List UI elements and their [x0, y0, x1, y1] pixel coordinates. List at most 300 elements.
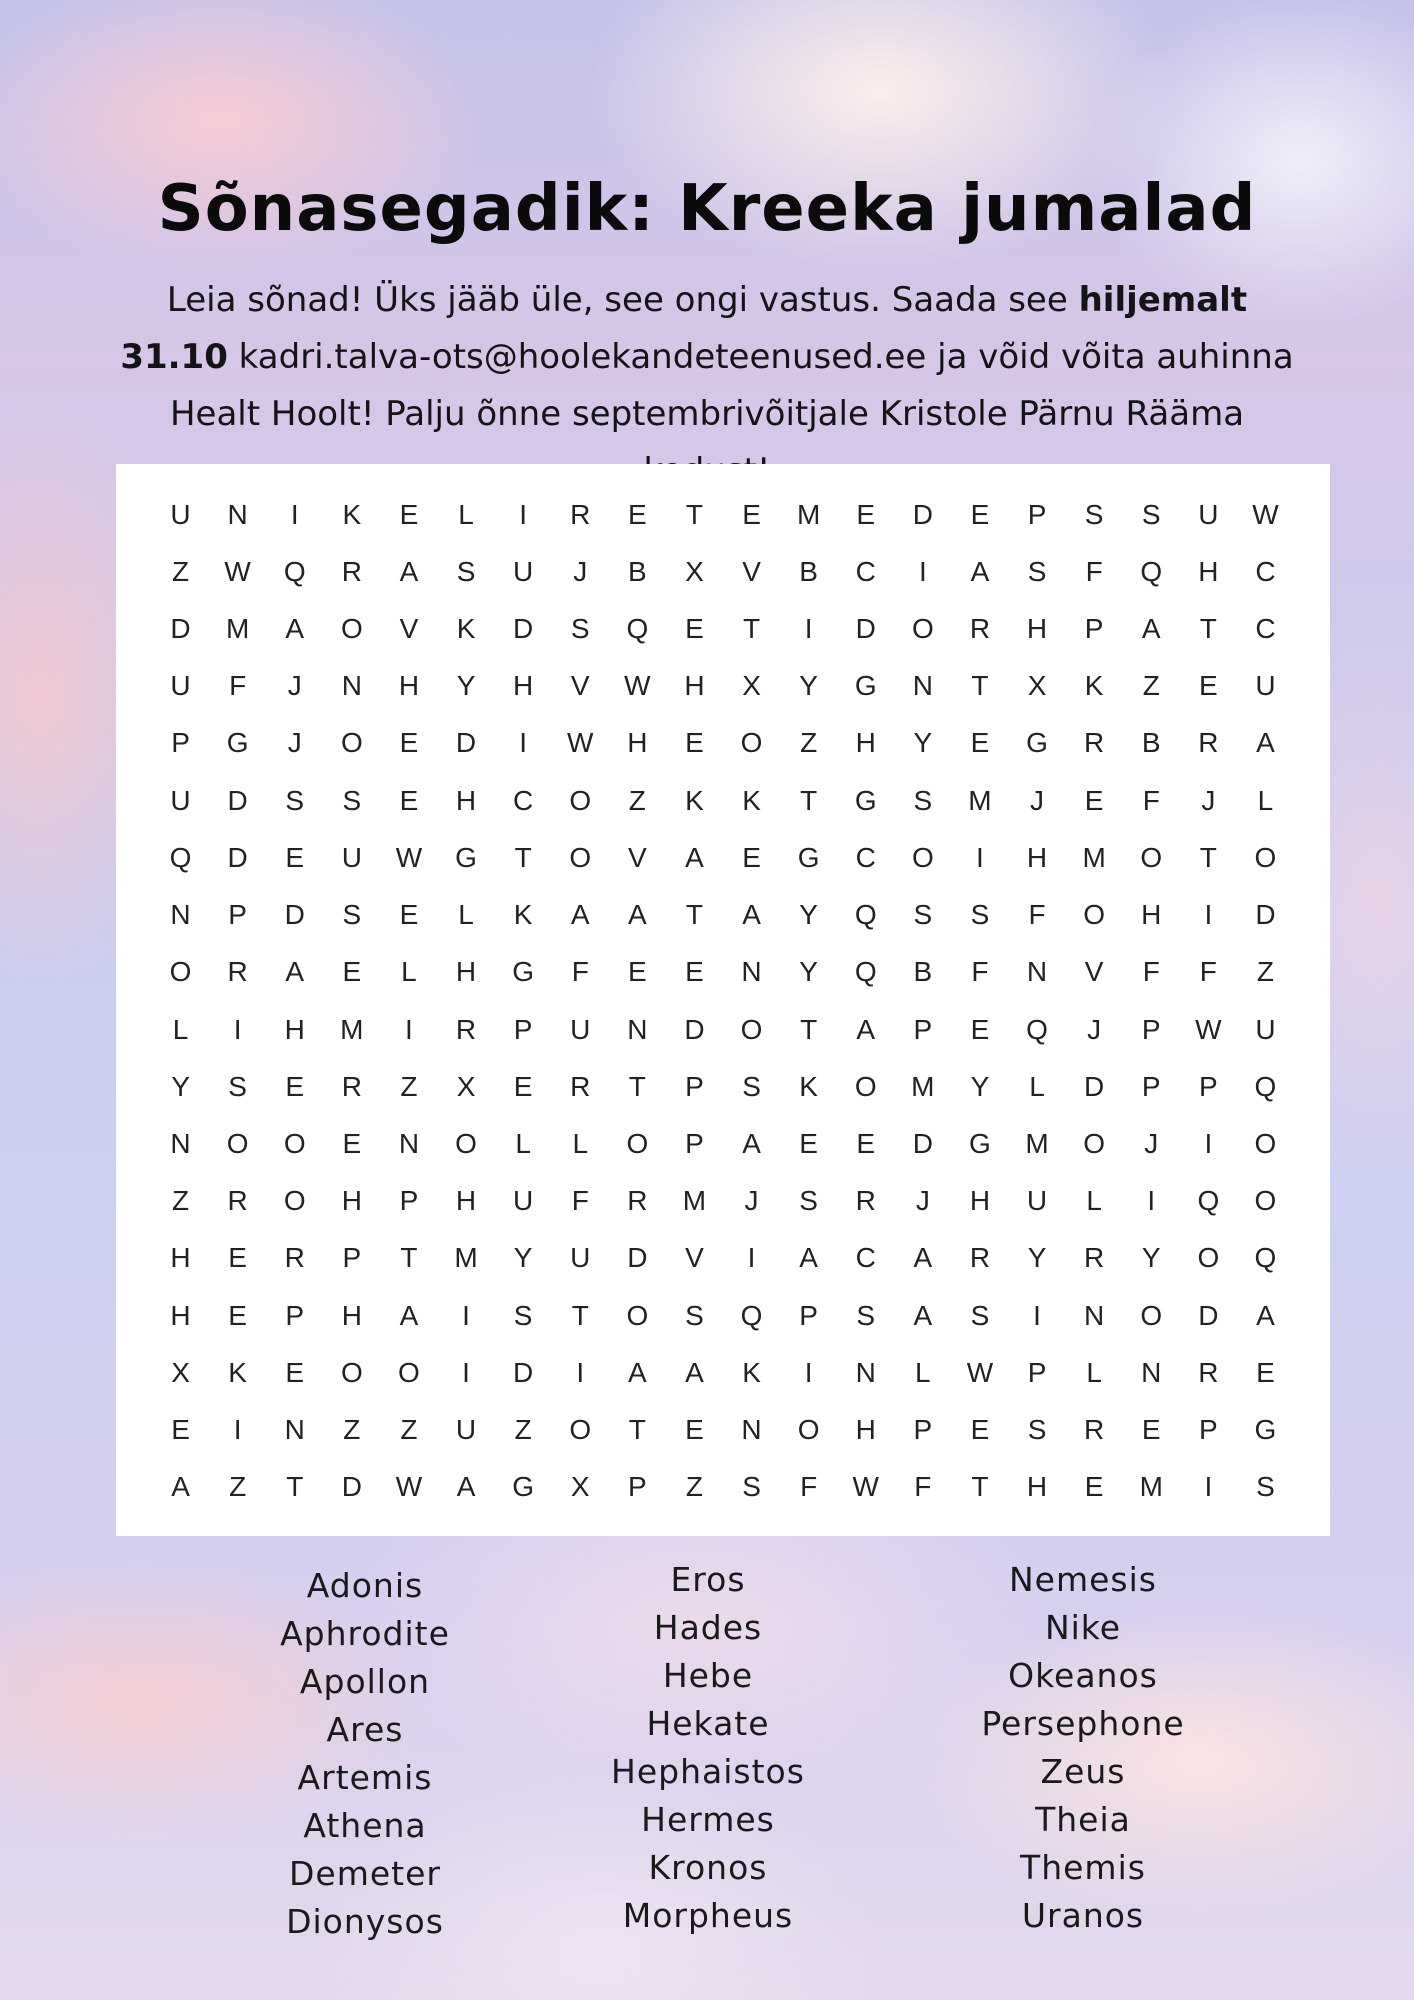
grid-letter[interactable]: T [742, 613, 761, 645]
grid-letter[interactable]: E [1256, 1356, 1275, 1388]
grid-letter[interactable]: E [970, 1414, 990, 1446]
grid-letter[interactable]: A [285, 956, 305, 988]
grid-letter[interactable]: P [171, 727, 190, 759]
grid-letter[interactable]: P [399, 1185, 419, 1217]
grid-letter[interactable]: L [915, 1356, 931, 1388]
grid-letter[interactable]: O [797, 1414, 820, 1446]
grid-letter[interactable]: A [1256, 727, 1275, 759]
grid-letter[interactable]: L [572, 1128, 589, 1160]
grid-letter[interactable]: P [342, 1242, 362, 1274]
grid-letter[interactable]: C [1255, 613, 1276, 645]
grid-letter[interactable]: O [569, 1414, 592, 1446]
grid-letter[interactable]: E [513, 1070, 533, 1102]
grid-letter[interactable]: H [1026, 841, 1048, 873]
grid-letter[interactable]: H [1026, 613, 1048, 645]
grid-letter[interactable]: V [742, 555, 761, 587]
grid-letter[interactable]: U [570, 1013, 591, 1045]
grid-letter[interactable]: D [1084, 1070, 1105, 1102]
grid-letter[interactable]: E [1084, 1471, 1104, 1503]
grid-letter[interactable]: D [227, 841, 248, 873]
grid-letter[interactable]: P [1199, 1070, 1218, 1102]
grid-letter[interactable]: H [855, 1414, 876, 1446]
grid-letter[interactable]: S [856, 1299, 876, 1331]
grid-letter[interactable]: A [628, 1356, 647, 1388]
grid-letter[interactable]: Q [1254, 1070, 1277, 1102]
grid-letter[interactable]: L [458, 899, 474, 931]
grid-letter[interactable]: I [804, 613, 813, 645]
grid-letter[interactable]: R [341, 1070, 362, 1102]
grid-letter[interactable]: G [226, 727, 249, 759]
grid-letter[interactable]: H [969, 1185, 991, 1217]
grid-letter[interactable]: T [685, 498, 703, 530]
grid-letter[interactable]: D [1255, 899, 1276, 931]
grid-letter[interactable]: U [570, 1242, 591, 1274]
grid-letter[interactable]: T [571, 1299, 589, 1331]
grid-letter[interactable]: Z [343, 1414, 361, 1446]
grid-letter[interactable]: S [456, 555, 476, 587]
grid-letter[interactable]: Z [800, 727, 818, 759]
grid-letter[interactable]: R [1198, 727, 1219, 759]
grid-letter[interactable]: A [913, 1299, 933, 1331]
grid-letter[interactable]: I [1204, 1471, 1213, 1503]
grid-letter[interactable]: D [341, 1471, 362, 1503]
grid-letter[interactable]: R [627, 1185, 648, 1217]
grid-letter[interactable]: O [398, 1356, 420, 1388]
grid-letter[interactable]: A [913, 1242, 933, 1274]
grid-letter[interactable]: E [285, 1070, 305, 1102]
grid-letter[interactable]: N [341, 670, 362, 702]
grid-letter[interactable]: A [570, 899, 590, 931]
grid-letter[interactable]: Q [1026, 1013, 1048, 1045]
grid-letter[interactable]: W [1252, 498, 1279, 530]
grid-letter[interactable]: N [741, 1414, 762, 1446]
grid-letter[interactable]: S [799, 1185, 818, 1217]
grid-letter[interactable]: L [1086, 1356, 1102, 1388]
grid-letter[interactable]: Q [854, 956, 877, 988]
grid-letter[interactable]: V [399, 613, 419, 645]
grid-letter[interactable]: C [855, 841, 876, 873]
grid-letter[interactable]: F [1199, 956, 1217, 988]
grid-letter[interactable]: R [969, 613, 991, 645]
grid-letter[interactable]: H [627, 727, 648, 759]
grid-letter[interactable]: T [1199, 613, 1217, 645]
grid-letter[interactable]: F [229, 670, 247, 702]
grid-letter[interactable]: L [515, 1128, 531, 1160]
grid-letter[interactable]: E [1199, 670, 1218, 702]
grid-letter[interactable]: W [395, 1471, 423, 1503]
grid-letter[interactable]: A [1141, 613, 1161, 645]
grid-letter[interactable]: M [225, 613, 250, 645]
grid-letter[interactable]: I [1204, 899, 1213, 931]
grid-letter[interactable]: X [685, 555, 704, 587]
grid-letter[interactable]: F [971, 956, 989, 988]
grid-letter[interactable]: A [628, 899, 647, 931]
grid-letter[interactable]: Q [169, 841, 192, 873]
grid-letter[interactable]: N [1141, 1356, 1162, 1388]
grid-letter[interactable]: U [341, 841, 362, 873]
grid-letter[interactable]: E [685, 1414, 704, 1446]
grid-letter[interactable]: A [171, 1471, 190, 1503]
grid-letter[interactable]: A [456, 1471, 476, 1503]
grid-letter[interactable]: K [456, 613, 476, 645]
grid-letter[interactable]: W [567, 727, 594, 759]
grid-letter[interactable]: V [570, 670, 590, 702]
grid-letter[interactable]: R [284, 1242, 305, 1274]
grid-letter[interactable]: E [628, 498, 647, 530]
grid-letter[interactable]: O [340, 613, 363, 645]
grid-letter[interactable]: H [513, 670, 534, 702]
grid-letter[interactable]: O [1140, 841, 1163, 873]
grid-letter[interactable]: Z [1256, 956, 1274, 988]
grid-letter[interactable]: S [1027, 555, 1047, 587]
grid-letter[interactable]: D [284, 899, 305, 931]
grid-letter[interactable]: D [627, 1242, 648, 1274]
grid-letter[interactable]: L [172, 1013, 189, 1045]
grid-letter[interactable]: K [685, 784, 704, 816]
grid-letter[interactable]: T [286, 1471, 304, 1503]
grid-letter[interactable]: T [1199, 841, 1217, 873]
grid-letter[interactable]: A [399, 555, 419, 587]
grid-letter[interactable]: I [519, 498, 528, 530]
grid-letter[interactable]: Y [1027, 1242, 1047, 1274]
grid-letter[interactable]: D [912, 498, 933, 530]
grid-letter[interactable]: P [913, 1013, 933, 1045]
grid-letter[interactable]: X [742, 670, 761, 702]
grid-letter[interactable]: X [171, 1356, 190, 1388]
grid-letter[interactable]: F [571, 956, 589, 988]
grid-letter[interactable]: I [747, 1242, 756, 1274]
grid-letter[interactable]: O [740, 727, 763, 759]
grid-letter[interactable]: Z [171, 1185, 190, 1217]
grid-letter[interactable]: O [1140, 1299, 1163, 1331]
grid-letter[interactable]: E [1141, 1414, 1161, 1446]
grid-letter[interactable]: D [855, 613, 876, 645]
grid-letter[interactable]: N [741, 956, 762, 988]
grid-letter[interactable]: A [742, 1128, 761, 1160]
grid-letter[interactable]: Y [799, 899, 818, 931]
grid-letter[interactable]: N [170, 899, 191, 931]
grid-letter[interactable]: R [455, 1013, 477, 1045]
grid-letter[interactable]: I [519, 727, 528, 759]
grid-letter[interactable]: Z [400, 1414, 418, 1446]
grid-letter[interactable]: O [569, 784, 592, 816]
grid-letter[interactable]: U [513, 1185, 534, 1217]
grid-letter[interactable]: W [624, 670, 651, 702]
grid-letter[interactable]: I [804, 1356, 813, 1388]
grid-letter[interactable]: O [1254, 1128, 1277, 1160]
grid-letter[interactable]: S [1084, 498, 1104, 530]
grid-letter[interactable]: P [1084, 613, 1104, 645]
grid-letter[interactable]: Q [626, 613, 649, 645]
grid-letter[interactable]: X [1027, 670, 1047, 702]
grid-letter[interactable]: H [455, 956, 477, 988]
grid-letter[interactable]: M [1082, 841, 1106, 873]
grid-letter[interactable]: U [455, 1414, 477, 1446]
grid-letter[interactable]: H [1141, 899, 1162, 931]
grid-letter[interactable]: F [1142, 784, 1160, 816]
grid-letter[interactable]: W [395, 841, 423, 873]
grid-letter[interactable]: P [628, 1471, 647, 1503]
grid-letter[interactable]: A [1256, 1299, 1275, 1331]
grid-letter[interactable]: S [285, 784, 305, 816]
grid-letter[interactable]: U [170, 784, 191, 816]
grid-letter[interactable]: S [913, 899, 933, 931]
grid-letter[interactable]: H [341, 1185, 362, 1217]
grid-letter[interactable]: T [971, 670, 989, 702]
grid-letter[interactable]: R [341, 555, 362, 587]
grid-letter[interactable]: J [287, 670, 302, 702]
grid-letter[interactable]: H [284, 1013, 305, 1045]
grid-letter[interactable]: H [455, 784, 477, 816]
grid-letter[interactable]: N [855, 1356, 876, 1388]
grid-letter[interactable]: T [800, 1013, 818, 1045]
grid-letter[interactable]: N [1026, 956, 1048, 988]
grid-letter[interactable]: R [227, 956, 248, 988]
grid-letter[interactable]: R [570, 1070, 591, 1102]
grid-letter[interactable]: F [1085, 555, 1103, 587]
grid-letter[interactable]: E [399, 498, 419, 530]
grid-letter[interactable]: E [285, 1356, 305, 1388]
grid-letter[interactable]: H [341, 1299, 362, 1331]
grid-letter[interactable]: Y [513, 1242, 533, 1274]
grid-letter[interactable]: G [512, 956, 535, 988]
grid-letter[interactable]: F [1028, 899, 1046, 931]
grid-letter[interactable]: S [228, 1070, 247, 1102]
grid-letter[interactable]: Z [685, 1471, 703, 1503]
grid-letter[interactable]: G [1026, 727, 1048, 759]
grid-letter[interactable]: N [912, 670, 933, 702]
grid-letter[interactable]: L [1086, 1185, 1102, 1217]
grid-letter[interactable]: E [856, 1128, 876, 1160]
grid-letter[interactable]: E [342, 956, 362, 988]
grid-letter[interactable]: S [342, 784, 362, 816]
grid-letter[interactable]: E [685, 613, 704, 645]
grid-letter[interactable]: E [799, 1128, 818, 1160]
grid-letter[interactable]: T [628, 1070, 646, 1102]
grid-letter[interactable]: C [513, 784, 534, 816]
grid-letter[interactable]: P [1027, 498, 1047, 530]
grid-letter[interactable]: H [684, 670, 705, 702]
grid-letter[interactable]: W [852, 1471, 879, 1503]
grid-letter[interactable]: S [970, 899, 990, 931]
grid-letter[interactable]: T [400, 1242, 418, 1274]
grid-letter[interactable]: U [1255, 1013, 1276, 1045]
grid-letter[interactable]: E [742, 498, 761, 530]
grid-letter[interactable]: V [628, 841, 647, 873]
grid-letter[interactable]: M [454, 1242, 478, 1274]
grid-letter[interactable]: H [1198, 555, 1219, 587]
grid-letter[interactable]: Q [1140, 555, 1163, 587]
grid-letter[interactable]: P [1141, 1070, 1161, 1102]
grid-letter[interactable]: O [283, 1128, 306, 1160]
grid-letter[interactable]: W [224, 555, 251, 587]
grid-letter[interactable]: T [685, 899, 703, 931]
grid-letter[interactable]: C [1255, 555, 1276, 587]
grid-letter[interactable]: O [1083, 1128, 1106, 1160]
grid-letter[interactable]: E [228, 1242, 247, 1274]
grid-letter[interactable]: D [513, 613, 534, 645]
grid-letter[interactable]: J [1030, 784, 1045, 816]
grid-letter[interactable]: I [576, 1356, 585, 1388]
grid-letter[interactable]: N [1084, 1299, 1105, 1331]
grid-letter[interactable]: H [170, 1299, 191, 1331]
grid-letter[interactable]: E [399, 784, 419, 816]
grid-letter[interactable]: F [800, 1471, 818, 1503]
grid-letter[interactable]: I [976, 841, 984, 873]
grid-letter[interactable]: E [856, 498, 876, 530]
grid-letter[interactable]: A [399, 1299, 419, 1331]
grid-letter[interactable]: T [800, 784, 818, 816]
grid-letter[interactable]: F [571, 1185, 589, 1217]
grid-letter[interactable]: E [970, 498, 990, 530]
grid-letter[interactable]: R [1198, 1356, 1219, 1388]
grid-letter[interactable]: E [342, 1128, 362, 1160]
grid-letter[interactable]: K [799, 1070, 818, 1102]
grid-letter[interactable]: G [969, 1128, 991, 1160]
grid-letter[interactable]: R [1084, 1242, 1105, 1274]
grid-letter[interactable]: N [284, 1414, 305, 1446]
grid-letter[interactable]: Q [854, 899, 877, 931]
grid-letter[interactable]: I [1147, 1185, 1156, 1217]
grid-letter[interactable]: M [1139, 1471, 1163, 1503]
grid-letter[interactable]: J [573, 555, 588, 587]
grid-letter[interactable]: Z [229, 1471, 247, 1503]
grid-letter[interactable]: J [287, 727, 302, 759]
grid-letter[interactable]: R [1084, 727, 1105, 759]
grid-letter[interactable]: N [627, 1013, 648, 1045]
grid-letter[interactable]: B [799, 555, 818, 587]
grid-letter[interactable]: E [1084, 784, 1104, 816]
grid-letter[interactable]: O [854, 1070, 877, 1102]
grid-letter[interactable]: U [1255, 670, 1276, 702]
grid-letter[interactable]: C [855, 555, 876, 587]
grid-letter[interactable]: D [684, 1013, 705, 1045]
grid-letter[interactable]: S [570, 613, 590, 645]
grid-letter[interactable]: T [514, 841, 532, 873]
grid-letter[interactable]: I [405, 1013, 413, 1045]
grid-letter[interactable]: Y [913, 727, 933, 759]
grid-letter[interactable]: Z [514, 1414, 532, 1446]
grid-letter[interactable]: E [685, 956, 704, 988]
grid-letter[interactable]: G [854, 784, 877, 816]
grid-letter[interactable]: J [915, 1185, 930, 1217]
grid-letter[interactable]: O [1197, 1242, 1220, 1274]
grid-letter[interactable]: R [570, 498, 591, 530]
grid-letter[interactable]: P [685, 1070, 704, 1102]
grid-letter[interactable]: I [462, 1356, 470, 1388]
grid-letter[interactable]: O [226, 1128, 249, 1160]
grid-letter[interactable]: W [966, 1356, 994, 1388]
grid-letter[interactable]: P [1027, 1356, 1047, 1388]
grid-letter[interactable]: E [399, 899, 419, 931]
grid-letter[interactable]: O [1083, 899, 1106, 931]
grid-letter[interactable]: Y [799, 956, 818, 988]
grid-letter[interactable]: A [685, 1356, 704, 1388]
grid-letter[interactable]: O [455, 1128, 477, 1160]
grid-letter[interactable]: E [399, 727, 419, 759]
grid-letter[interactable]: J [744, 1185, 759, 1217]
grid-letter[interactable]: U [513, 555, 534, 587]
grid-letter[interactable]: I [918, 555, 927, 587]
grid-letter[interactable]: K [342, 498, 362, 530]
grid-letter[interactable]: A [285, 613, 305, 645]
grid-letter[interactable]: I [233, 1013, 242, 1045]
grid-letter[interactable]: K [742, 784, 761, 816]
grid-letter[interactable]: T [971, 1471, 989, 1503]
grid-letter[interactable]: O [283, 1185, 306, 1217]
grid-letter[interactable]: S [742, 1070, 761, 1102]
grid-letter[interactable]: H [455, 1185, 477, 1217]
grid-letter[interactable]: Y [970, 1070, 990, 1102]
grid-letter[interactable]: S [913, 784, 933, 816]
grid-letter[interactable]: O [569, 841, 592, 873]
grid-letter[interactable]: L [401, 956, 417, 988]
grid-letter[interactable]: R [855, 1185, 876, 1217]
grid-letter[interactable]: S [685, 1299, 704, 1331]
grid-letter[interactable]: E [970, 727, 990, 759]
grid-letter[interactable]: P [913, 1414, 933, 1446]
grid-letter[interactable]: L [1257, 784, 1274, 816]
grid-letter[interactable]: Z [628, 784, 646, 816]
grid-letter[interactable]: O [340, 1356, 363, 1388]
grid-letter[interactable]: J [1144, 1128, 1159, 1160]
grid-letter[interactable]: Q [1197, 1185, 1220, 1217]
grid-letter[interactable]: D [513, 1356, 534, 1388]
grid-letter[interactable]: V [685, 1242, 704, 1274]
grid-letter[interactable]: U [1026, 1185, 1048, 1217]
grid-letter[interactable]: E [970, 1013, 990, 1045]
grid-letter[interactable]: Y [799, 670, 818, 702]
grid-letter[interactable]: L [1029, 1070, 1045, 1102]
grid-letter[interactable]: P [285, 1299, 305, 1331]
grid-letter[interactable]: O [169, 956, 192, 988]
grid-letter[interactable]: S [742, 1471, 761, 1503]
grid-letter[interactable]: H [170, 1242, 191, 1274]
grid-letter[interactable]: X [570, 1471, 590, 1503]
grid-letter[interactable]: U [170, 498, 191, 530]
grid-letter[interactable]: Z [1142, 670, 1160, 702]
grid-letter[interactable]: R [227, 1185, 248, 1217]
grid-letter[interactable]: Q [283, 555, 306, 587]
grid-letter[interactable]: P [1141, 1013, 1161, 1045]
grid-letter[interactable]: L [458, 498, 474, 530]
grid-letter[interactable]: N [398, 1128, 420, 1160]
grid-letter[interactable]: C [855, 1242, 876, 1274]
grid-letter[interactable]: O [626, 1128, 649, 1160]
grid-letter[interactable]: K [1084, 670, 1104, 702]
grid-letter[interactable]: O [740, 1013, 763, 1045]
grid-letter[interactable]: P [799, 1299, 818, 1331]
grid-letter[interactable]: P [513, 1013, 533, 1045]
grid-letter[interactable]: D [1198, 1299, 1219, 1331]
grid-letter[interactable]: O [1254, 1185, 1277, 1217]
grid-letter[interactable]: Y [456, 670, 476, 702]
grid-letter[interactable]: K [742, 1356, 761, 1388]
grid-letter[interactable]: G [797, 841, 820, 873]
grid-letter[interactable]: G [854, 670, 877, 702]
grid-letter[interactable]: P [1199, 1414, 1218, 1446]
grid-letter[interactable]: O [340, 727, 363, 759]
grid-letter[interactable]: A [742, 899, 761, 931]
grid-letter[interactable]: B [913, 956, 933, 988]
grid-letter[interactable]: O [626, 1299, 649, 1331]
grid-letter[interactable]: O [911, 613, 934, 645]
grid-letter[interactable]: G [455, 841, 477, 873]
grid-letter[interactable]: P [685, 1128, 704, 1160]
grid-letter[interactable]: R [1084, 1414, 1105, 1446]
grid-letter[interactable]: D [170, 613, 191, 645]
grid-letter[interactable]: M [682, 1185, 707, 1217]
